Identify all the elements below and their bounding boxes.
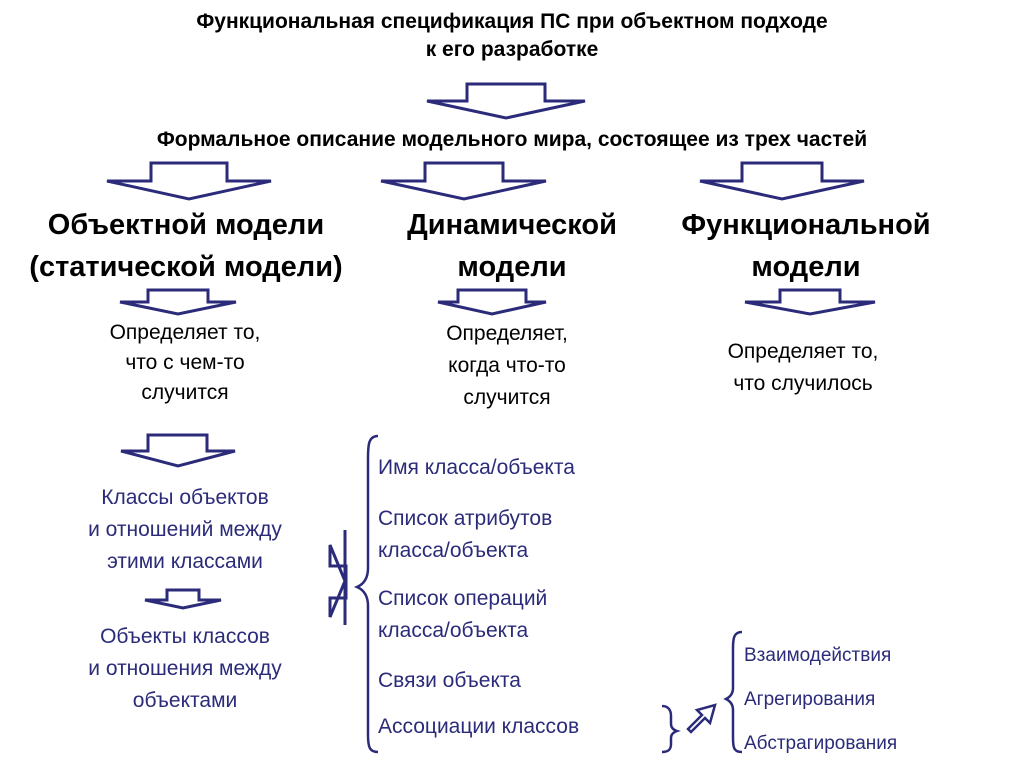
functional-model-line-2: модели <box>751 251 861 283</box>
classes-line-3: этими классами <box>107 550 263 573</box>
down-arrow-icon <box>438 290 546 314</box>
down-arrow-icon <box>700 163 864 199</box>
association-type-abstraction: Абстрагирования <box>744 733 898 754</box>
association-type-aggregation: Агрегирования <box>744 689 876 710</box>
dynamic-model-line-1: Динамической <box>407 209 617 241</box>
dynamic-definition-line-1: Определяет, <box>446 322 568 345</box>
objects-line-2: и отношения между <box>88 657 282 680</box>
functional-model-line-1: Функциональной <box>681 209 931 241</box>
class-item-attributes-line-2: класса/объекта <box>378 539 529 562</box>
class-item-associations: Ассоциации классов <box>378 715 580 738</box>
object-model-line-2: (статической модели) <box>29 251 343 283</box>
object-definition-line-3: случится <box>141 381 229 404</box>
functional-definition-line-2: что случилось <box>733 372 873 395</box>
functional-definition-line-1: Определяет то, <box>727 340 879 363</box>
association-type-interaction: Взаимодействия <box>744 645 892 666</box>
dynamic-model-line-2: модели <box>457 251 567 283</box>
objects-line-3: объектами <box>132 689 238 712</box>
class-item-links: Связи объекта <box>378 669 521 692</box>
class-item-operations-line-2: класса/объекта <box>378 619 529 642</box>
title-line-2: к его разработке <box>425 38 599 61</box>
diagonal-arrow-icon <box>688 705 715 732</box>
dynamic-definition-line-3: случится <box>463 386 551 409</box>
classes-line-2: и отношений между <box>88 518 282 541</box>
formal-description: Формальное описание модельного мира, состоящее из трех частей <box>156 128 868 151</box>
small-brace-icon <box>662 706 677 752</box>
down-arrow-icon <box>427 84 585 118</box>
down-arrow-icon <box>120 290 236 314</box>
class-item-operations-line-1: Список операций <box>378 587 548 610</box>
objects-line-1: Объекты классов <box>100 625 270 648</box>
big-brace-icon <box>357 436 378 752</box>
dynamic-definition-line-2: когда что-то <box>448 354 566 377</box>
down-arrow-icon <box>381 163 546 199</box>
object-definition-line-2: что с чем-то <box>125 351 245 374</box>
types-brace-icon <box>726 632 742 752</box>
class-item-attributes-line-1: Список атрибутов <box>378 507 553 530</box>
class-item-name: Имя класса/объекта <box>378 456 575 479</box>
down-arrow-icon <box>745 290 875 314</box>
classes-line-1: Классы объектов <box>101 486 269 509</box>
down-arrow-icon <box>121 435 235 466</box>
object-model-line-1: Объектной модели <box>47 209 325 241</box>
object-definition-line-1: Определяет то, <box>109 321 261 344</box>
title-line-1: Функциональная спецификация ПС при объектном подходе <box>196 10 828 33</box>
down-arrow-icon <box>145 590 221 608</box>
down-arrow-icon <box>107 163 271 199</box>
